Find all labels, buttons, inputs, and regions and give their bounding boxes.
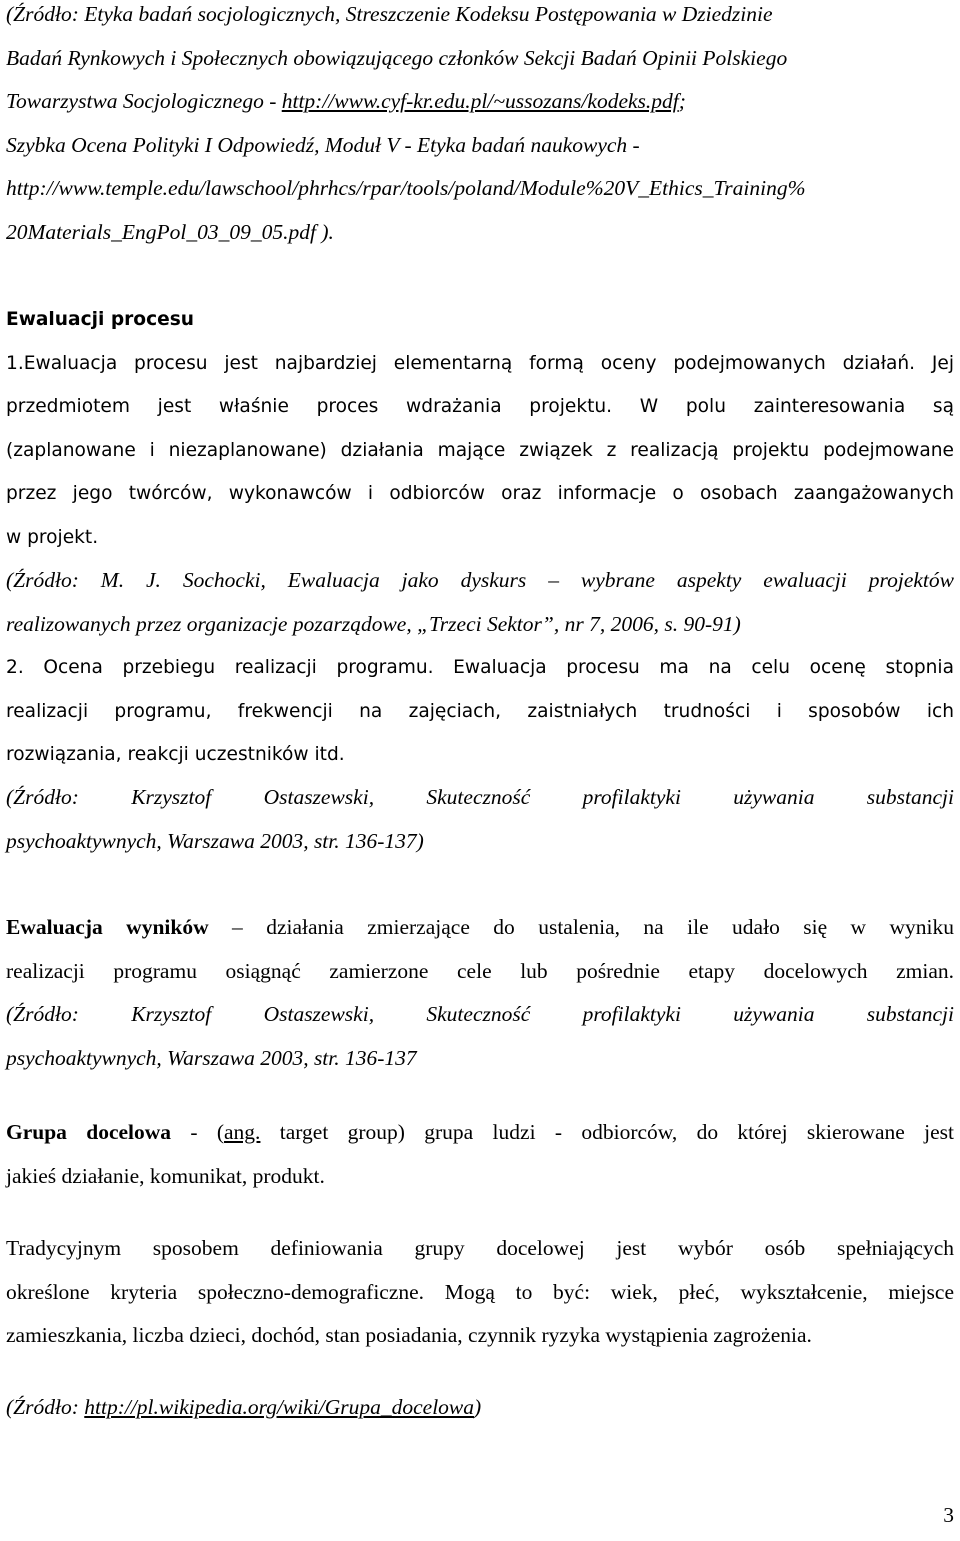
paragraph-line: realizacji programu, frekwencji na zajęciach, zaistniałych trudności i sposobów ich: [6, 700, 954, 722]
paragraph-line: 2. Ocena przebiegu realizacji programu. Ewaluacja procesu ma na celu ocenę stopnia: [6, 657, 954, 678]
target-group-source: [6, 1386, 954, 1430]
source-line: (Źródło: M. J. Sochocki, Ewaluacja jako dyskurs – wybrane aspekty ewaluacji projektów: [6, 568, 954, 592]
paragraph-line: Ewaluacja wyników – działania zmierzające do ustalenia, na ile udało się w wyniku: [6, 915, 954, 939]
paragraph-line: przedmiotem jest właśnie proces wdrażania projektu. W polu zainteresowania są: [6, 396, 954, 417]
source-line: (Źródło: Krzysztof Ostaszewski, Skuteczność profilaktyki używania substancji: [6, 785, 954, 809]
paragraph-line: zamieszkania, liczba dzieci, dochód, stan posiadania, czynnik ryzyka wystąpienia zagrożenia.: [6, 1323, 812, 1347]
source-line: (Źródło: Etyka badań socjologicznych, Streszczenie Kodeksu Postępowania w Dziedzinie: [6, 2, 773, 26]
process-eval-heading: Ewaluacji procesu: [6, 309, 195, 330]
source-line: Towarzystwa Socjologicznego - http://www.cyf-kr.edu.pl/~ussozans/kodeks.pdf;: [6, 89, 686, 113]
process-eval-source1: [6, 559, 954, 646]
paragraph-line: Grupa docelowa - (ang. target group) grupa ludzi - odbiorców, do której skierowane jest: [6, 1120, 954, 1144]
process-eval-section: [6, 298, 954, 559]
source-line: psychoaktywnych, Warszawa 2003, str. 136-137): [6, 828, 424, 853]
paragraph-line: jakieś działanie, komunikat, produkt.: [6, 1163, 325, 1188]
paragraph-line: określone kryteria społeczno-demograficzne. Mogą to być: wiek, płeć, wykształcenie, miejsce: [6, 1279, 954, 1304]
source-block-ethics: [6, 0, 954, 254]
process-eval-source2: [6, 776, 954, 863]
paragraph-line: 1.Ewaluacja procesu jest najbardziej elementarną formą oceny podejmowanych działań. Jej: [6, 352, 954, 374]
page-number: 3: [943, 1503, 954, 1527]
results-eval-term: Ewaluacja wyników: [6, 915, 209, 939]
source-line: Badań Rynkowych i Społecznych obowiązującego członków Sekcji Badań Opinii Polskiego: [6, 45, 788, 70]
source-line: (Źródło: http://pl.wikipedia.org/wiki/Grupa_docelowa): [6, 1395, 482, 1419]
source-line: psychoaktywnych, Warszawa 2003, str. 136-137: [6, 1045, 417, 1070]
paragraph-line: przez jego twórców, wykonawców i odbiorców oraz informacje o osobach zaangażowanych: [6, 483, 954, 504]
kodeks-pdf-link[interactable]: http://www.cyf-kr.edu.pl/~ussozans/kodeks.pdf: [281, 89, 679, 113]
source-line: (Źródło: Krzysztof Ostaszewski, Skuteczność profilaktyki używania substancji: [6, 1002, 954, 1026]
target-group-definition: [6, 1111, 954, 1198]
paragraph-line: (zaplanowane i niezaplanowane) działania mające związek z realizacją projektu podejmowane: [6, 439, 954, 461]
paragraph-line: realizacji programu osiągnąć zamierzone cele lub pośrednie etapy docelowych zmian.: [6, 958, 954, 983]
target-group-paragraph: [6, 1227, 954, 1358]
temple-link-line2[interactable]: 20Materials_EngPol_03_09_05.pdf ).: [6, 219, 334, 244]
ang-abbrev-link[interactable]: ang.: [224, 1120, 261, 1144]
wikipedia-link[interactable]: http://pl.wikipedia.org/wiki/Grupa_docelowa: [84, 1395, 475, 1419]
temple-link-line1[interactable]: http://www.temple.edu/lawschool/phrhcs/rpar/tools/poland/Module%20V_Ethics_Training%: [6, 176, 806, 200]
source-line: Szybka Ocena Polityki I Odpowiedź, Moduł V - Etyka badań naukowych -: [6, 132, 640, 157]
results-eval-section: [6, 906, 954, 1080]
paragraph-line: Tradycyjnym sposobem definiowania grupy docelowej jest wybór osób spełniających: [6, 1236, 954, 1260]
process-eval-point2: [6, 646, 954, 777]
paragraph-line: rozwiązania, reakcji uczestników itd.: [6, 744, 345, 765]
source-line: realizowanych przez organizacje pozarządowe, „Trzeci Sektor”, nr 7, 2006, s. 90-91): [6, 611, 741, 636]
paragraph-line: w projekt.: [6, 526, 99, 548]
target-group-term: Grupa docelowa: [6, 1120, 172, 1144]
